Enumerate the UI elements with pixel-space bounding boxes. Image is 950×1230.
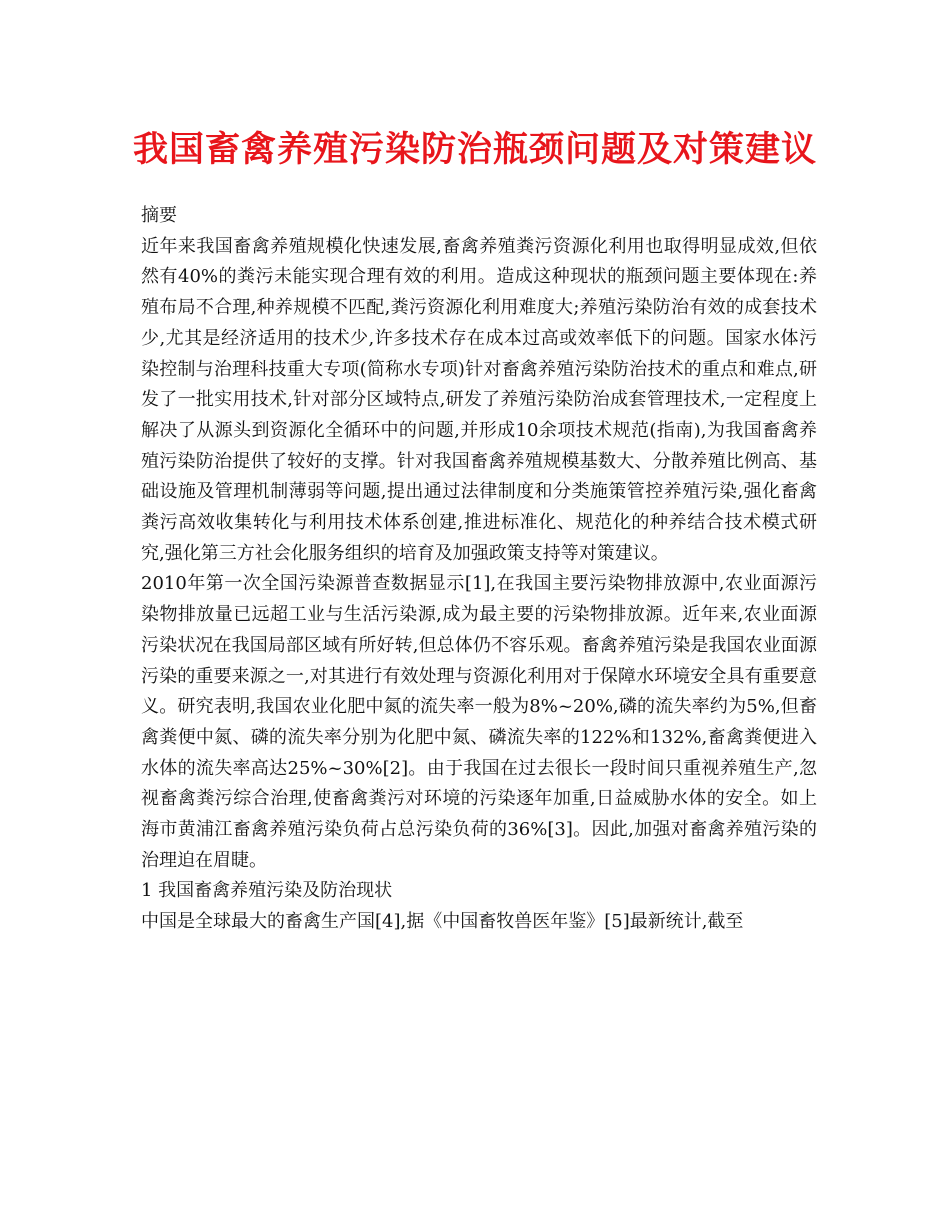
intro-paragraph: 2010年第一次全国污染源普查数据显示[1],在我国主要污染物排放源中,农业面源污染物排放量已远超工业与生活污染源,成为最主要的污染物排放源。近年来,农业面源污染状况在我国局部区域有所好转,但总体仍不容乐观。畜禽养殖污染是我国农业面源污染的重要来源之一,对其进行有效处理与资源化利用对于保障水环境安全具有重要意义。研究表明,我国农业化肥中氮的流失率一般为8%~20%,磷的流失率约为5%,但畜禽粪便中氮、磷的流失率分别为化肥中氮、磷流失率的122%和132%,畜禽粪便进入水体的流失率高达25%~30%[2]。由于我国在过去很长一段时间只重视养殖生产,忽视畜禽粪污综合治理,使畜禽粪污对环境的污染逐年加重,日益威胁水体的安全。如上海市黄浦江畜禽养殖污染负荷占总污染负荷的36%[3]。因此,加强对畜禽养殖污染的治理迫在眉睫。 (141, 573, 817, 871)
abstract-paragraph: 近年来我国畜禽养殖规模化快速发展,畜禽养殖粪污资源化利用也取得明显成效,但依然有40%的粪污未能实现合理有效的利用。造成这种现状的瓶颈问题主要体现在:养殖布局不合理,种养规模不匹配,粪污资源化利用难度大;养殖污染防治有效的成套技术少,尤其是经济适用的技术少,许多技术存在成本过高或效率低下的问题。国家水体污染控制与治理科技重大专项(简称水专项)针对畜禽养殖污染防治技术的重点和难点,研发了一批实用技术,针对部分区域特点,研发了养殖污染防治成套管理技术,一定程度上解决了从源头到资源化全循环中的问题,并形成10余项技术规范(指南),为我国畜禽养殖污染防治提供了较好的支撑。针对我国畜禽养殖规模基数大、分散养殖比例高、基础设施及管理机制薄弱等问题,提出通过法律制度和分类施策管控养殖污染,强化畜禽粪污高效收集转化与利用技术体系创建,推进标准化、规范化的种养结合技术模式研究,强化第三方社会化服务组织的培育及加强政策支持等对策建议。 (141, 235, 817, 564)
body-paragraph: 中国是全球最大的畜禽生产国[4],据《中国畜牧兽医年鉴》[5]最新统计,截至 (141, 911, 744, 933)
section-heading: 1 我国畜禽养殖污染及防治现状 (141, 880, 393, 902)
document-body (141, 201, 817, 938)
abstract-heading: 摘要 (141, 205, 177, 226)
document-title: 我国畜禽养殖污染防治瓶颈问题及对策建议 (132, 129, 817, 170)
